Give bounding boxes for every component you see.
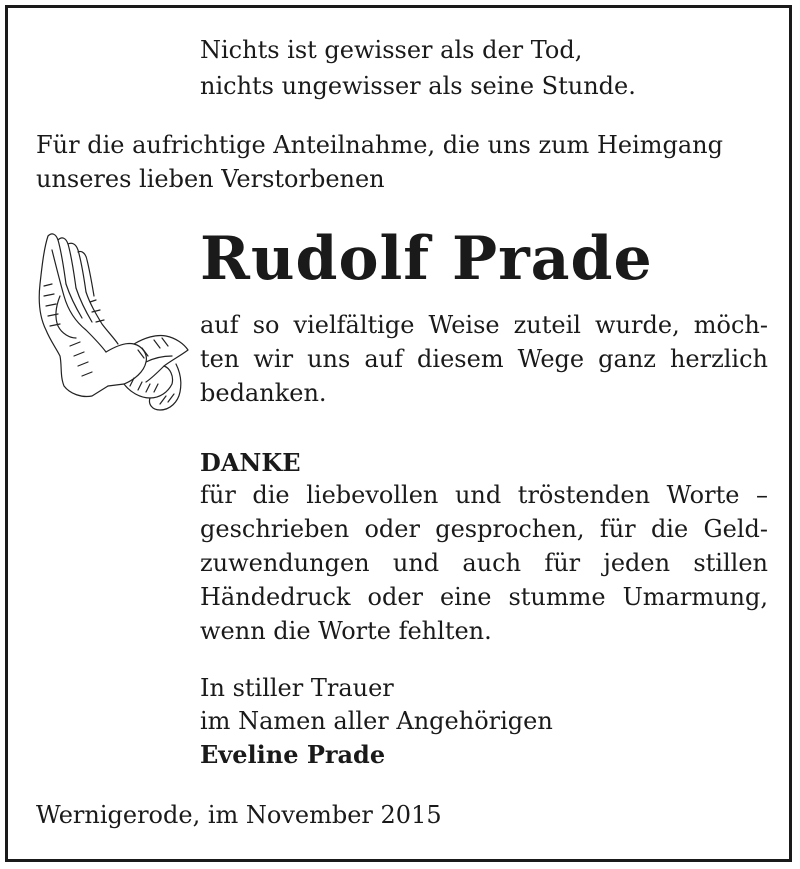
signature-block (200, 672, 553, 771)
signature-line-2: im Namen aller Angehörigen (200, 707, 553, 735)
thanks-line-3: bedanken. (200, 379, 327, 407)
signature-line-1: In stiller Trauer (200, 674, 394, 702)
danke-line-2: geschrieben oder gesprochen, für die Geld- (200, 515, 768, 543)
thanks-line-2: ten wir uns auf diesem Wege ganz herzlich (200, 345, 768, 373)
motto-line-2: nichts ungewisser als seine Stunde. (200, 72, 636, 100)
intro-text (36, 128, 771, 196)
thanks-line-1: auf so vielfältige Weise zuteil wurde, möch- (200, 311, 768, 339)
intro-line-2: unseres lieben Verstorbenen (36, 165, 385, 193)
danke-line-5: wenn die Worte fehlten. (200, 617, 492, 645)
motto-line-1: Nichts ist gewisser als der Tod, (200, 36, 583, 64)
praying-hands-icon (30, 226, 196, 414)
danke-paragraph (200, 478, 768, 648)
danke-heading: DANKE (200, 448, 301, 477)
danke-line-4: Händedruck oder eine stumme Umarmung, (200, 583, 768, 611)
danke-line-1: für die liebevollen und tröstenden Worte – (200, 481, 768, 509)
signature-name: Eveline Prade (200, 740, 386, 769)
thanks-paragraph (200, 308, 768, 410)
place-date: Wernigerode, im November 2015 (36, 801, 442, 829)
danke-line-3: zuwendungen und auch für jeden stillen (200, 549, 768, 577)
motto (200, 32, 636, 104)
intro-line-1: Für die aufrichtige Anteilnahme, die uns zum Heimgang (36, 131, 723, 159)
deceased-name: Rudolf Prade (200, 224, 653, 294)
